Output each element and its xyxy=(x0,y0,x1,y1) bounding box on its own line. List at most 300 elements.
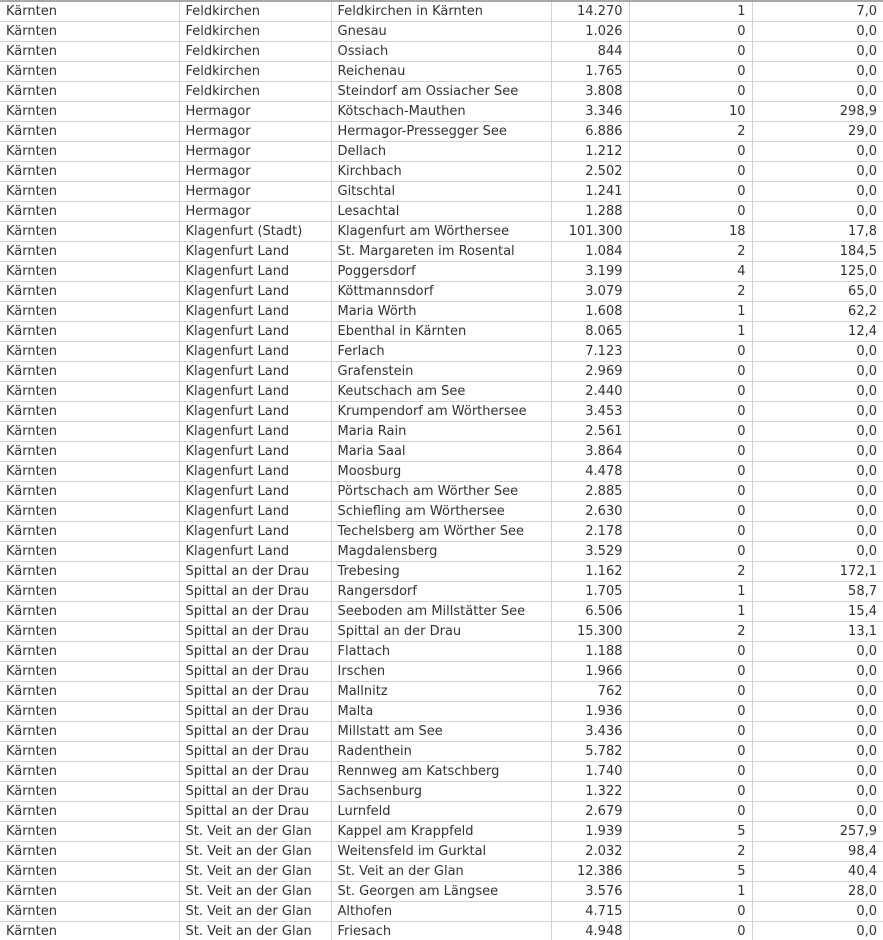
cell-rate: 0,0 xyxy=(752,22,883,42)
cell-population: 3.864 xyxy=(551,442,629,462)
cell-rate: 7,0 xyxy=(752,1,883,22)
cell-municipality: Schiefling am Wörthersee xyxy=(331,502,551,522)
cell-municipality: Seeboden am Millstätter See xyxy=(331,602,551,622)
cell-population: 1.322 xyxy=(551,782,629,802)
table-row xyxy=(0,162,883,182)
cell-count: 0 xyxy=(629,182,752,202)
cell-rate: 0,0 xyxy=(752,742,883,762)
cell-rate: 257,9 xyxy=(752,822,883,842)
cell-population: 6.886 xyxy=(551,122,629,142)
table-row xyxy=(0,382,883,402)
cell-population: 1.966 xyxy=(551,662,629,682)
cell-count: 0 xyxy=(629,82,752,102)
cell-district: Spittal an der Drau xyxy=(179,662,331,682)
table-row xyxy=(0,1,883,22)
table-row xyxy=(0,742,883,762)
cell-rate: 0,0 xyxy=(752,802,883,822)
cell-population: 12.386 xyxy=(551,862,629,882)
cell-state: Kärnten xyxy=(0,742,179,762)
cell-rate: 0,0 xyxy=(752,182,883,202)
cell-population: 762 xyxy=(551,682,629,702)
cell-count: 0 xyxy=(629,422,752,442)
cell-population: 2.502 xyxy=(551,162,629,182)
cell-municipality: Gitschtal xyxy=(331,182,551,202)
table-row xyxy=(0,242,883,262)
cell-state: Kärnten xyxy=(0,262,179,282)
cell-district: Spittal an der Drau xyxy=(179,722,331,742)
cell-count: 2 xyxy=(629,622,752,642)
cell-population: 2.440 xyxy=(551,382,629,402)
table-row xyxy=(0,922,883,940)
cell-population: 1.705 xyxy=(551,582,629,602)
cell-rate: 125,0 xyxy=(752,262,883,282)
cell-municipality: Grafenstein xyxy=(331,362,551,382)
cell-count: 0 xyxy=(629,702,752,722)
cell-population: 3.199 xyxy=(551,262,629,282)
cell-district: Spittal an der Drau xyxy=(179,782,331,802)
cell-state: Kärnten xyxy=(0,1,179,22)
cell-district: Spittal an der Drau xyxy=(179,602,331,622)
cell-state: Kärnten xyxy=(0,222,179,242)
cell-district: Klagenfurt Land xyxy=(179,342,331,362)
cell-count: 0 xyxy=(629,742,752,762)
cell-population: 4.715 xyxy=(551,902,629,922)
cell-population: 4.478 xyxy=(551,462,629,482)
table-row xyxy=(0,362,883,382)
cell-district: Spittal an der Drau xyxy=(179,582,331,602)
cell-district: Klagenfurt Land xyxy=(179,262,331,282)
cell-municipality: Maria Rain xyxy=(331,422,551,442)
cell-state: Kärnten xyxy=(0,862,179,882)
cell-rate: 0,0 xyxy=(752,422,883,442)
cell-count: 0 xyxy=(629,482,752,502)
cell-population: 3.529 xyxy=(551,542,629,562)
table-row xyxy=(0,582,883,602)
cell-rate: 0,0 xyxy=(752,142,883,162)
cell-state: Kärnten xyxy=(0,482,179,502)
cell-population: 5.782 xyxy=(551,742,629,762)
cell-rate: 65,0 xyxy=(752,282,883,302)
cell-municipality: Krumpendorf am Wörthersee xyxy=(331,402,551,422)
cell-municipality: St. Margareten im Rosental xyxy=(331,242,551,262)
table-row xyxy=(0,502,883,522)
cell-count: 2 xyxy=(629,842,752,862)
cell-count: 0 xyxy=(629,642,752,662)
cell-population: 7.123 xyxy=(551,342,629,362)
cell-municipality: Malta xyxy=(331,702,551,722)
cell-district: St. Veit an der Glan xyxy=(179,902,331,922)
cell-state: Kärnten xyxy=(0,522,179,542)
cell-state: Kärnten xyxy=(0,802,179,822)
cell-municipality: Sachsenburg xyxy=(331,782,551,802)
cell-state: Kärnten xyxy=(0,22,179,42)
cell-municipality: Gnesau xyxy=(331,22,551,42)
cell-count: 0 xyxy=(629,722,752,742)
cell-count: 2 xyxy=(629,242,752,262)
cell-state: Kärnten xyxy=(0,102,179,122)
cell-municipality: Köttmannsdorf xyxy=(331,282,551,302)
cell-district: Klagenfurt Land xyxy=(179,522,331,542)
cell-population: 1.939 xyxy=(551,822,629,842)
cell-population: 3.576 xyxy=(551,882,629,902)
table-row xyxy=(0,722,883,742)
cell-count: 1 xyxy=(629,882,752,902)
cell-state: Kärnten xyxy=(0,702,179,722)
cell-rate: 0,0 xyxy=(752,62,883,82)
cell-count: 0 xyxy=(629,902,752,922)
cell-state: Kärnten xyxy=(0,122,179,142)
cell-state: Kärnten xyxy=(0,462,179,482)
table-row xyxy=(0,122,883,142)
cell-population: 101.300 xyxy=(551,222,629,242)
cell-rate: 17,8 xyxy=(752,222,883,242)
cell-count: 0 xyxy=(629,542,752,562)
cell-count: 2 xyxy=(629,282,752,302)
cell-state: Kärnten xyxy=(0,42,179,62)
cell-municipality: Spittal an der Drau xyxy=(331,622,551,642)
cell-municipality: Poggersdorf xyxy=(331,262,551,282)
cell-state: Kärnten xyxy=(0,182,179,202)
table-row xyxy=(0,42,883,62)
cell-state: Kärnten xyxy=(0,342,179,362)
table-row xyxy=(0,542,883,562)
table-row xyxy=(0,842,883,862)
cell-rate: 0,0 xyxy=(752,542,883,562)
cell-rate: 0,0 xyxy=(752,342,883,362)
cell-rate: 0,0 xyxy=(752,82,883,102)
cell-municipality: Trebesing xyxy=(331,562,551,582)
cell-district: Feldkirchen xyxy=(179,62,331,82)
cell-district: Klagenfurt Land xyxy=(179,502,331,522)
cell-district: Klagenfurt Land xyxy=(179,422,331,442)
cell-municipality: Mallnitz xyxy=(331,682,551,702)
cell-municipality: Althofen xyxy=(331,902,551,922)
table-row xyxy=(0,262,883,282)
cell-municipality: Steindorf am Ossiacher See xyxy=(331,82,551,102)
cell-state: Kärnten xyxy=(0,322,179,342)
cell-rate: 0,0 xyxy=(752,462,883,482)
cell-population: 14.270 xyxy=(551,1,629,22)
cell-district: Spittal an der Drau xyxy=(179,802,331,822)
table-row xyxy=(0,802,883,822)
cell-state: Kärnten xyxy=(0,382,179,402)
cell-state: Kärnten xyxy=(0,162,179,182)
cell-rate: 0,0 xyxy=(752,662,883,682)
cell-district: Klagenfurt Land xyxy=(179,382,331,402)
cell-municipality: Techelsberg am Wörther See xyxy=(331,522,551,542)
cell-municipality: Kötschach-Mauthen xyxy=(331,102,551,122)
cell-population: 1.936 xyxy=(551,702,629,722)
cell-state: Kärnten xyxy=(0,542,179,562)
cell-municipality: Magdalensberg xyxy=(331,542,551,562)
table-row xyxy=(0,462,883,482)
cell-count: 0 xyxy=(629,162,752,182)
cell-state: Kärnten xyxy=(0,622,179,642)
cell-rate: 0,0 xyxy=(752,782,883,802)
cell-municipality: Maria Saal xyxy=(331,442,551,462)
cell-district: St. Veit an der Glan xyxy=(179,842,331,862)
cell-state: Kärnten xyxy=(0,242,179,262)
cell-count: 1 xyxy=(629,322,752,342)
cell-municipality: Weitensfeld im Gurktal xyxy=(331,842,551,862)
cell-population: 3.808 xyxy=(551,82,629,102)
cell-population: 1.740 xyxy=(551,762,629,782)
cell-population: 3.079 xyxy=(551,282,629,302)
cell-count: 0 xyxy=(629,62,752,82)
cell-district: Hermagor xyxy=(179,142,331,162)
table-row xyxy=(0,882,883,902)
cell-count: 1 xyxy=(629,602,752,622)
cell-count: 0 xyxy=(629,202,752,222)
cell-district: Klagenfurt Land xyxy=(179,322,331,342)
cell-population: 2.679 xyxy=(551,802,629,822)
cell-district: Spittal an der Drau xyxy=(179,562,331,582)
cell-district: Klagenfurt (Stadt) xyxy=(179,222,331,242)
cell-municipality: Rangersdorf xyxy=(331,582,551,602)
cell-count: 2 xyxy=(629,562,752,582)
cell-municipality: Kirchbach xyxy=(331,162,551,182)
cell-district: Feldkirchen xyxy=(179,42,331,62)
table-row xyxy=(0,482,883,502)
cell-rate: 0,0 xyxy=(752,402,883,422)
cell-municipality: Millstatt am See xyxy=(331,722,551,742)
cell-municipality: Rennweg am Katschberg xyxy=(331,762,551,782)
cell-state: Kärnten xyxy=(0,582,179,602)
cell-population: 15.300 xyxy=(551,622,629,642)
cell-rate: 0,0 xyxy=(752,502,883,522)
table-row xyxy=(0,602,883,622)
cell-rate: 0,0 xyxy=(752,202,883,222)
table-row xyxy=(0,682,883,702)
cell-population: 4.948 xyxy=(551,922,629,940)
cell-rate: 0,0 xyxy=(752,682,883,702)
cell-district: Hermagor xyxy=(179,122,331,142)
cell-rate: 40,4 xyxy=(752,862,883,882)
cell-rate: 298,9 xyxy=(752,102,883,122)
cell-count: 0 xyxy=(629,42,752,62)
cell-municipality: Flattach xyxy=(331,642,551,662)
cell-municipality: Dellach xyxy=(331,142,551,162)
cell-count: 5 xyxy=(629,862,752,882)
cell-district: Spittal an der Drau xyxy=(179,622,331,642)
cell-district: St. Veit an der Glan xyxy=(179,882,331,902)
table-row xyxy=(0,862,883,882)
cell-state: Kärnten xyxy=(0,602,179,622)
cell-count: 10 xyxy=(629,102,752,122)
cell-municipality: Keutschach am See xyxy=(331,382,551,402)
cell-count: 0 xyxy=(629,522,752,542)
table-row xyxy=(0,782,883,802)
cell-population: 2.032 xyxy=(551,842,629,862)
cell-population: 6.506 xyxy=(551,602,629,622)
cell-population: 8.065 xyxy=(551,322,629,342)
cell-population: 1.162 xyxy=(551,562,629,582)
cell-population: 3.453 xyxy=(551,402,629,422)
table-body xyxy=(0,1,883,940)
table-row xyxy=(0,282,883,302)
cell-rate: 0,0 xyxy=(752,922,883,940)
cell-district: Feldkirchen xyxy=(179,1,331,22)
cell-district: Hermagor xyxy=(179,162,331,182)
table-row xyxy=(0,22,883,42)
cell-district: St. Veit an der Glan xyxy=(179,922,331,940)
cell-municipality: Hermagor-Pressegger See xyxy=(331,122,551,142)
cell-state: Kärnten xyxy=(0,402,179,422)
cell-state: Kärnten xyxy=(0,282,179,302)
cell-rate: 13,1 xyxy=(752,622,883,642)
cell-municipality: Ferlach xyxy=(331,342,551,362)
cell-state: Kärnten xyxy=(0,442,179,462)
table-row xyxy=(0,222,883,242)
cell-state: Kärnten xyxy=(0,82,179,102)
cell-population: 3.346 xyxy=(551,102,629,122)
cell-count: 0 xyxy=(629,662,752,682)
cell-rate: 0,0 xyxy=(752,722,883,742)
cell-rate: 15,4 xyxy=(752,602,883,622)
cell-rate: 58,7 xyxy=(752,582,883,602)
cell-rate: 28,0 xyxy=(752,882,883,902)
cell-population: 1.026 xyxy=(551,22,629,42)
cell-population: 1.212 xyxy=(551,142,629,162)
cell-district: Feldkirchen xyxy=(179,22,331,42)
cell-state: Kärnten xyxy=(0,362,179,382)
table-row xyxy=(0,902,883,922)
cell-rate: 0,0 xyxy=(752,442,883,462)
cell-state: Kärnten xyxy=(0,882,179,902)
cell-count: 0 xyxy=(629,382,752,402)
cell-district: Klagenfurt Land xyxy=(179,482,331,502)
cell-population: 2.561 xyxy=(551,422,629,442)
cell-population: 1.188 xyxy=(551,642,629,662)
cell-municipality: Maria Wörth xyxy=(331,302,551,322)
cell-rate: 12,4 xyxy=(752,322,883,342)
cell-count: 1 xyxy=(629,302,752,322)
cell-count: 0 xyxy=(629,342,752,362)
cell-municipality: Klagenfurt am Wörthersee xyxy=(331,222,551,242)
table-row xyxy=(0,342,883,362)
cell-rate: 98,4 xyxy=(752,842,883,862)
cell-rate: 172,1 xyxy=(752,562,883,582)
table-row xyxy=(0,562,883,582)
cell-state: Kärnten xyxy=(0,142,179,162)
cell-district: St. Veit an der Glan xyxy=(179,822,331,842)
cell-municipality: Feldkirchen in Kärnten xyxy=(331,1,551,22)
table-row xyxy=(0,422,883,442)
cell-population: 2.885 xyxy=(551,482,629,502)
table-row xyxy=(0,102,883,122)
table-row xyxy=(0,662,883,682)
cell-population: 1.084 xyxy=(551,242,629,262)
cell-district: Klagenfurt Land xyxy=(179,362,331,382)
cell-district: Klagenfurt Land xyxy=(179,542,331,562)
cell-district: Hermagor xyxy=(179,182,331,202)
table-row xyxy=(0,322,883,342)
cell-population: 2.969 xyxy=(551,362,629,382)
cell-rate: 0,0 xyxy=(752,902,883,922)
cell-district: Spittal an der Drau xyxy=(179,682,331,702)
cell-district: Klagenfurt Land xyxy=(179,402,331,422)
cell-municipality: Lurnfeld xyxy=(331,802,551,822)
cell-state: Kärnten xyxy=(0,922,179,940)
cell-state: Kärnten xyxy=(0,762,179,782)
table-row xyxy=(0,302,883,322)
cell-district: Feldkirchen xyxy=(179,82,331,102)
cell-state: Kärnten xyxy=(0,662,179,682)
cell-district: St. Veit an der Glan xyxy=(179,862,331,882)
cell-municipality: Ossiach xyxy=(331,42,551,62)
table-row xyxy=(0,642,883,662)
cell-state: Kärnten xyxy=(0,62,179,82)
table-row xyxy=(0,402,883,422)
table-row xyxy=(0,522,883,542)
cell-rate: 0,0 xyxy=(752,642,883,662)
cell-state: Kärnten xyxy=(0,682,179,702)
cell-district: Spittal an der Drau xyxy=(179,702,331,722)
cell-rate: 62,2 xyxy=(752,302,883,322)
cell-population: 844 xyxy=(551,42,629,62)
cell-state: Kärnten xyxy=(0,782,179,802)
cell-count: 0 xyxy=(629,502,752,522)
cell-district: Klagenfurt Land xyxy=(179,442,331,462)
cell-district: Klagenfurt Land xyxy=(179,282,331,302)
cell-municipality: Reichenau xyxy=(331,62,551,82)
cell-district: Spittal an der Drau xyxy=(179,642,331,662)
cell-count: 2 xyxy=(629,122,752,142)
table-row xyxy=(0,762,883,782)
cell-rate: 0,0 xyxy=(752,162,883,182)
cell-municipality: Pörtschach am Wörther See xyxy=(331,482,551,502)
cell-population: 1.241 xyxy=(551,182,629,202)
cell-count: 0 xyxy=(629,142,752,162)
cell-municipality: Friesach xyxy=(331,922,551,940)
cell-count: 4 xyxy=(629,262,752,282)
cell-rate: 0,0 xyxy=(752,362,883,382)
cell-state: Kärnten xyxy=(0,202,179,222)
cell-rate: 0,0 xyxy=(752,702,883,722)
cell-rate: 0,0 xyxy=(752,482,883,502)
table-row xyxy=(0,142,883,162)
cell-state: Kärnten xyxy=(0,422,179,442)
cell-population: 1.288 xyxy=(551,202,629,222)
cell-rate: 29,0 xyxy=(752,122,883,142)
cell-district: Klagenfurt Land xyxy=(179,302,331,322)
cell-municipality: St. Georgen am Längsee xyxy=(331,882,551,902)
cell-district: Spittal an der Drau xyxy=(179,742,331,762)
cell-municipality: Radenthein xyxy=(331,742,551,762)
cell-state: Kärnten xyxy=(0,722,179,742)
cell-state: Kärnten xyxy=(0,842,179,862)
cell-count: 0 xyxy=(629,802,752,822)
cell-rate: 0,0 xyxy=(752,42,883,62)
cell-district: Klagenfurt Land xyxy=(179,462,331,482)
cell-state: Kärnten xyxy=(0,822,179,842)
cell-count: 0 xyxy=(629,682,752,702)
table-row xyxy=(0,702,883,722)
cell-state: Kärnten xyxy=(0,502,179,522)
cell-count: 5 xyxy=(629,822,752,842)
cell-state: Kärnten xyxy=(0,302,179,322)
cell-municipality: Kappel am Krappfeld xyxy=(331,822,551,842)
cell-rate: 0,0 xyxy=(752,522,883,542)
cell-count: 1 xyxy=(629,1,752,22)
cell-municipality: Irschen xyxy=(331,662,551,682)
cell-state: Kärnten xyxy=(0,562,179,582)
cell-count: 0 xyxy=(629,402,752,422)
cell-count: 0 xyxy=(629,442,752,462)
cell-population: 1.765 xyxy=(551,62,629,82)
cell-count: 18 xyxy=(629,222,752,242)
cell-count: 0 xyxy=(629,922,752,940)
